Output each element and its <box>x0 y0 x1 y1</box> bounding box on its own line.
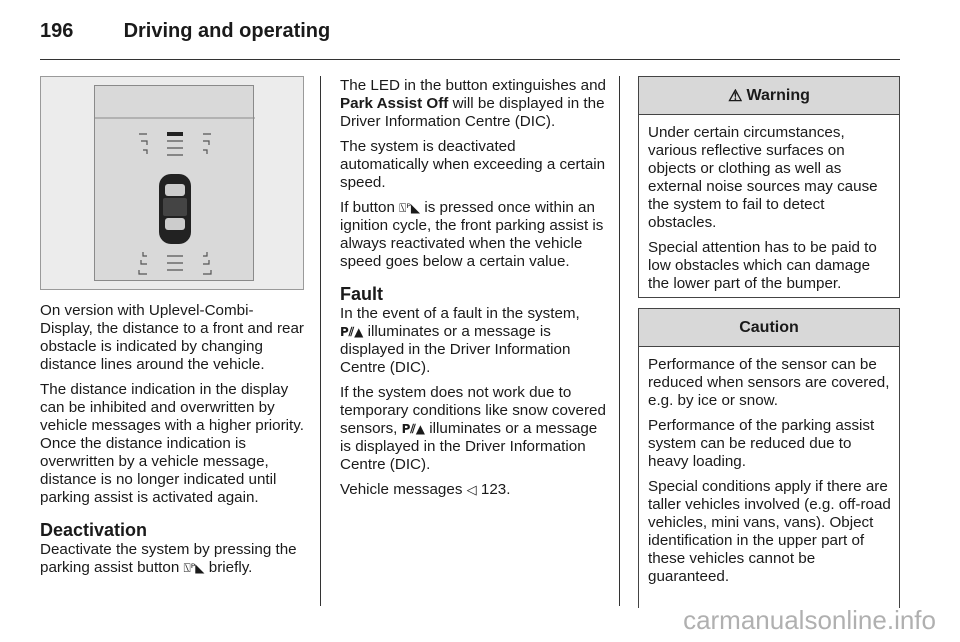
column-1 <box>40 302 306 584</box>
paragraph: If button ⍂ᴾ◣ is pressed once within an ignition cycle, the front parking assist is always reactivated when the vehicle speed goes below a certain value. <box>340 199 604 270</box>
warning-box-body <box>639 115 899 306</box>
caution-box <box>638 308 900 608</box>
header-divider <box>40 59 900 60</box>
paragraph: Special conditions apply if there are taller vehicles involved (e.g. off-road vehicles, mini vans, vans). Object identification in the upper part of these vehicles cannot be guaranteed. <box>648 478 891 585</box>
paragraph: Performance of the sensor can be reduced when sensors are covered, e.g. by ice or snow. <box>648 356 890 409</box>
paragraph: Under certain circumstances, various reflective surfaces on objects or clothing as well as external noise sources may cause the system to fail to detect obstacles. <box>648 124 878 231</box>
page-title: Driving and operating <box>123 20 331 42</box>
paragraph: Vehicle messages ◁ 123. <box>340 481 511 498</box>
caution-box-header <box>639 309 899 347</box>
paragraph: The system is deactivated automatically when exceeding a certain speed. <box>340 138 606 191</box>
page-header <box>40 20 330 43</box>
caution-title: Caution <box>739 318 799 336</box>
column-divider-2 <box>619 76 620 606</box>
paragraph: If the system does not work due to temporary conditions like snow covered sensors, P⫽▲ illuminates or a message is displayed in the Driver Information Centre (DIC). <box>340 384 606 473</box>
park-assist-display-illustration <box>40 76 304 290</box>
display-screen <box>94 85 254 281</box>
warning-triangle-icon: ⚠ <box>728 87 743 105</box>
park-assist-warning-icon: P⫽▲ <box>401 422 426 436</box>
page-number: 196 <box>40 20 74 42</box>
column-2 <box>340 77 606 507</box>
paragraph: The distance indication in the display can be inhibited and overwritten by vehicle messages with a higher priority. Once the distance indication is overwritten by a vehicle message, distance is no longer indicated until parking assist is activated again. <box>40 381 304 506</box>
parking-assist-button-icon: ⍂ᴾ◣ <box>399 201 421 215</box>
paragraph: In the event of a fault in the system, P⫽▲ illuminates or a message is displayed in the Driver Information Centre (DIC). <box>340 305 580 376</box>
section-heading-deactivation: Deactivation <box>40 520 148 540</box>
vehicle-distance-graphic <box>95 86 255 282</box>
page-reference-arrow-icon: ◁ <box>466 483 477 498</box>
warning-box <box>638 76 900 298</box>
watermark: carmanualsonline.info <box>683 605 936 635</box>
caution-box-body <box>639 347 899 599</box>
column-divider-1 <box>320 76 321 606</box>
paragraph: On version with Uplevel-Combi-Display, the distance to a front and rear obstacle is indicated by changing distance lines around the vehicle. <box>40 302 304 373</box>
parking-assist-button-icon: ⍂ᴾ◣ <box>183 561 205 575</box>
page-reference-link[interactable]: 123. <box>480 481 511 498</box>
warning-box-header <box>639 77 899 115</box>
paragraph: Deactivate the system by pressing the parking assist button ⍂ᴾ◣ briefly. <box>40 541 297 576</box>
rear-distance-lines <box>139 252 211 274</box>
car-icon <box>159 174 191 244</box>
park-assist-warning-icon: P⫽▲ <box>340 325 364 339</box>
section-heading-fault: Fault <box>340 284 383 304</box>
front-distance-lines <box>139 132 211 155</box>
paragraph: Performance of the parking assist system can be reduced due to heavy loading. <box>648 417 875 470</box>
park-assist-off-label: Park Assist Off <box>340 95 449 112</box>
paragraph: The LED in the button extinguishes and Park Assist Off will be displayed in the Driver Information Centre (DIC). <box>340 77 606 130</box>
warning-title: Warning <box>746 86 810 104</box>
paragraph: Special attention has to be paid to low obstacles which can damage the lower part of the bumper. <box>648 239 877 292</box>
